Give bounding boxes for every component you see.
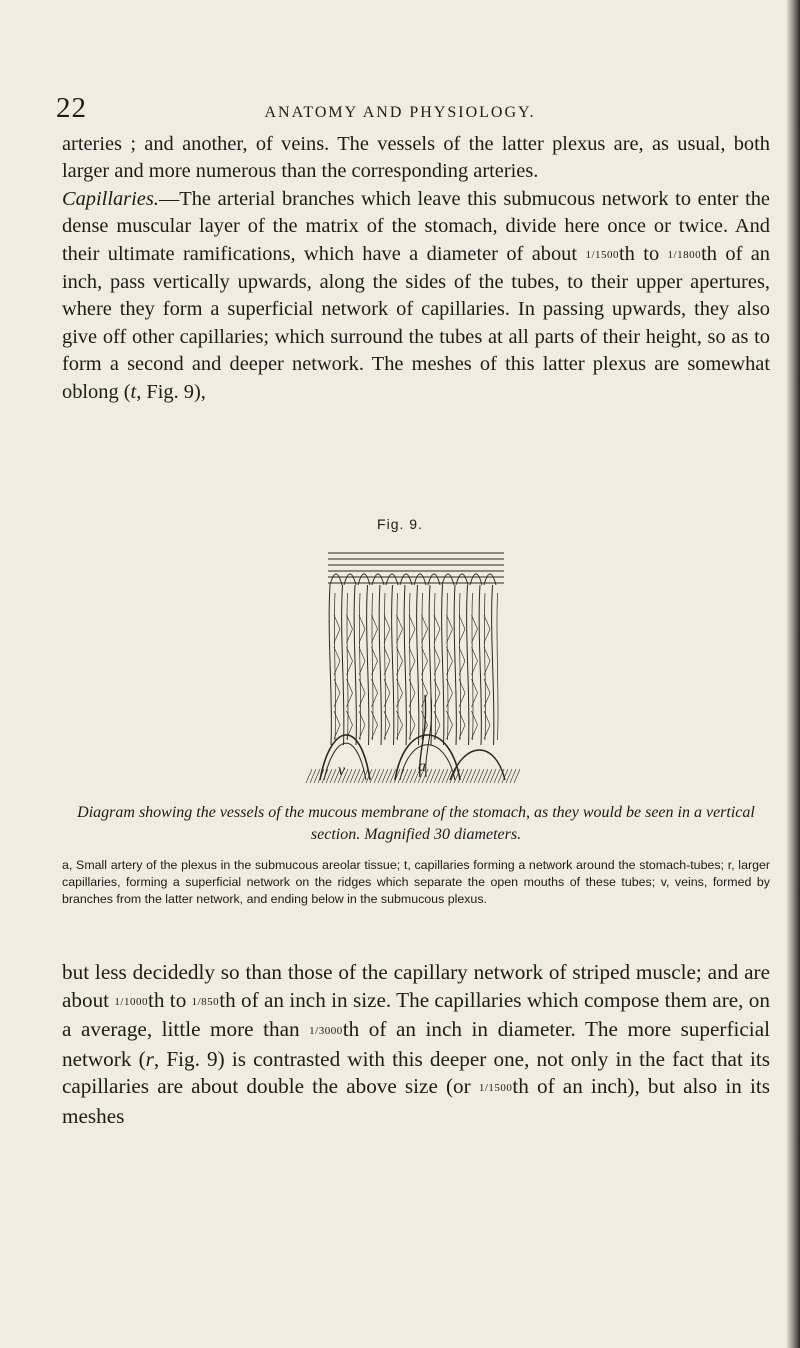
fraction: 1/3000 <box>309 1025 343 1038</box>
fraction: 1/1800 <box>667 248 702 261</box>
figure-caption-key: a, Small artery of the plexus in the submucous areolar tissue; t, capillaries forming a network around the stomach-tubes; r, larger capillaries, forming a superficial network on the ridges which separate the open mouths of these tubes; v, veins, formed by branches from the latter network, and ending below in the submucous plexus. <box>62 858 770 906</box>
page-number: 22 <box>56 92 87 124</box>
figure-caption-title: Diagram showing the vessels of the mucous membrane of the stomach, as they would be seen in a vertical section. Magnified 30 diameters. <box>77 804 755 843</box>
text-run: th of an inch in diameter. The more superficial network ( <box>62 1017 770 1071</box>
text-run: th to <box>147 987 192 1012</box>
figure-letter-a: a <box>418 758 426 775</box>
page-edge-shadow <box>786 0 800 1348</box>
figure-label: Fig. 9. <box>377 516 423 532</box>
fraction: 1/1500 <box>478 1082 513 1095</box>
text-run: th to <box>619 242 668 265</box>
figure-reference: r <box>145 1046 154 1071</box>
body-text-top <box>62 131 770 406</box>
section-term: Capillaries. <box>62 187 159 210</box>
fraction: 1/1500 <box>585 248 620 261</box>
text-run: —The arterial branches which leave this submucous network to enter the dense muscular layer of the matrix of the stomach, divide here once or twice. And their ultimate ramifications, which have a diameter of about <box>62 187 770 265</box>
stomach-vessels-illustration <box>300 545 522 785</box>
text-run: , Fig. 9) is contrasted with this deeper one, not only in the fact that its capillaries are about double the above size (or <box>62 1046 771 1099</box>
text-run: , Fig. 9), <box>136 380 206 403</box>
figure-letter-v: v <box>338 762 346 779</box>
text-run: th of an inch, pass vertically upwards, along the sides of the tubes, to their upper apertures, where they form a superficial network of capillaries. In passing upwards, they also give off other capillaries; which surround the tubes at all parts of their height, so as to form a second and deeper network. The meshes of this latter plexus are somewhat oblong ( <box>62 242 770 403</box>
paragraph-continuation <box>62 959 770 1131</box>
paragraph-arteries: arteries ; and another, of veins. The vessels of the latter plexus are, as usual, both larger and more numerous than the corresponding arteries. <box>62 133 770 183</box>
paragraph-capillaries <box>62 186 770 406</box>
figure-reference: t <box>130 380 137 403</box>
text-run: but less decidedly so than those of the capillary network of striped muscle; and are about <box>62 960 770 1012</box>
body-text-bottom <box>62 959 770 1131</box>
fraction: 1/850 <box>191 995 220 1008</box>
running-head: ANATOMY AND PHYSIOLOGY. <box>264 104 536 121</box>
text-run: th of an inch in size. The capillaries which compose them are, on a average, little more than <box>62 987 770 1042</box>
fraction: 1/1000 <box>114 995 148 1008</box>
text-run: th of an inch), but also in its meshes <box>62 1074 770 1128</box>
